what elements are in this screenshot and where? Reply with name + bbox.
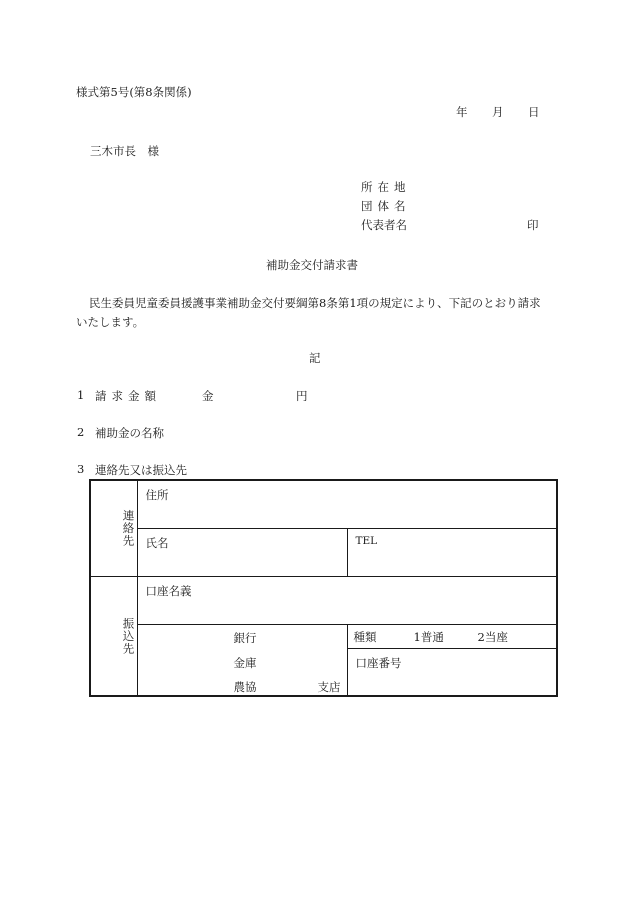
- transfer-header: 振込先: [121, 617, 136, 655]
- addressee: 三木市長 様: [90, 144, 159, 158]
- contact-header: 連絡先: [121, 509, 136, 547]
- form-number: 様式第5号(第8条関係): [76, 85, 192, 99]
- bank-cell[interactable]: [137, 624, 347, 696]
- branch-label: 支店: [317, 679, 341, 694]
- account-type-option-1[interactable]: 1普通: [413, 629, 444, 644]
- document-title: 補助金交付請求書: [266, 258, 358, 272]
- body-text-line2: いたします。: [76, 315, 145, 329]
- address-cell[interactable]: [137, 480, 557, 528]
- date-year: 年: [456, 105, 468, 119]
- item-2-number: 2: [77, 425, 85, 439]
- item-3-label: 連絡先又は振込先: [95, 463, 187, 477]
- contact-header-cell: [90, 480, 137, 576]
- item-1-yen: 円: [296, 389, 308, 403]
- body-text-line1: 民生委員児童委員援護事業補助金交付要綱第8条第1項の規定により、下記のとおり請求: [89, 296, 541, 310]
- account-type-cell[interactable]: [347, 624, 557, 648]
- item-3-number: 3: [77, 462, 85, 476]
- account-number-cell[interactable]: [347, 648, 557, 696]
- address-label: 住所: [145, 488, 169, 502]
- nokyo-label: 農協: [233, 679, 257, 694]
- item-1-number: 1: [77, 388, 85, 402]
- item-1-label: 請求金額: [95, 389, 161, 403]
- tel-label: TEL: [355, 534, 378, 547]
- name-cell[interactable]: [137, 528, 347, 576]
- name-label: 氏名: [145, 535, 169, 550]
- contact-transfer-table: [89, 479, 558, 697]
- representative-label: 代表者名: [361, 218, 407, 232]
- transfer-header-cell: [90, 576, 137, 696]
- date-month: 月: [492, 105, 504, 119]
- group-name-label: 団体名: [361, 199, 411, 213]
- item-2-label: 補助金の名称: [95, 426, 164, 440]
- location-label: 所在地: [361, 180, 411, 194]
- bank-label: 銀行: [233, 630, 257, 645]
- tel-cell[interactable]: [347, 528, 557, 576]
- account-type-label: 種類: [353, 629, 377, 644]
- account-number-label: 口座番号: [355, 655, 402, 670]
- ki-heading: 記: [309, 351, 321, 365]
- kinko-label: 金庫: [233, 655, 257, 670]
- date-day: 日: [528, 105, 540, 119]
- account-name-label: 口座名義: [145, 583, 192, 598]
- account-type-option-2[interactable]: 2当座: [477, 629, 508, 644]
- seal-mark: 印: [527, 218, 539, 232]
- item-1-kin: 金: [202, 389, 214, 403]
- account-name-cell[interactable]: [137, 576, 557, 624]
